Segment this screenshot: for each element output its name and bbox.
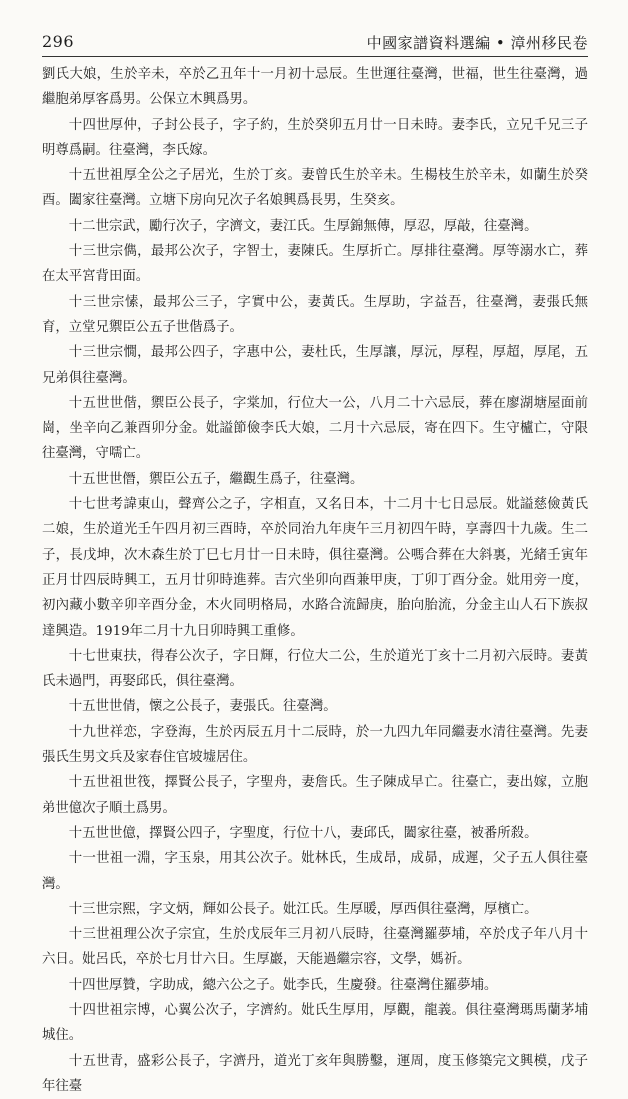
paragraph: 十七世東扶，得春公次子，字日輝，行位大二公，生於道光丁亥十二月初六辰時。妻黃氏未過門，再娶邱氏，俱往臺灣。: [42, 648, 588, 690]
text-body: [42, 62, 588, 1099]
paragraph: 十四世祖宗博，心翼公次子，字濟約。妣氏生厚用，厚觀，龍義。俱往臺灣瑪馬蘭茅埔城住。: [42, 1002, 588, 1044]
paragraph: 十五世祖世筏，擇賢公長子，字聖舟，妻詹氏。生子陳成早亡。往臺亡，妻出嫁，立胞弟世億次子順土爲男。: [42, 775, 588, 816]
paragraph: 十三世宗熙，字文炳，輝如公長子。妣江氏。生厚暖，厚西俱往臺灣，厚檳亡。: [68, 901, 538, 917]
paragraph: 十五世世偕，禦臣公長子，字棠加，行位大一公，八月二十六忌辰，葬在廖湖塘屋面前崗，坐辛向乙兼酉卯分金。妣謚節儉李氏大娘，二月十六忌辰，寄在四下。生守櫨亡，守限往臺灣，守嚅亡。: [42, 395, 588, 462]
paragraph: 十五世世億，擇賢公四子，字聖度，行位十八，妻邱氏，闔家往臺，被番所殺。: [68, 825, 538, 841]
running-title: 中國家譜資料選編 • 漳州移民卷: [366, 34, 588, 52]
paragraph: 十三世祖理公次子宗宜，生於戊辰年三月初八辰時，往臺灣羅夢埔，卒於戊子年八月十六日。妣呂氏，卒於七月廿六日。生厚巖，天能過繼宗容，文學，媽祈。: [42, 927, 588, 968]
paragraph: 十四世厚贊，字助成，總六公之子。妣李氏，生慶發。往臺灣住羅夢埔。: [68, 977, 498, 993]
paragraph: 十五世世僭，禦臣公五子，繼觀生爲子，往臺灣。: [68, 471, 364, 487]
paragraph: 十一世祖一淵，字玉泉，用其公次子。妣林氏，生成昂，成昴，成遲，父子五人俱往臺灣。: [42, 851, 588, 892]
paragraph: 十三世宗憪，最邦公四子，字惠中公，妻杜氏，生厚讓，厚沅，厚程，厚超，厚尾，五兄弟俱往臺灣。: [42, 345, 588, 386]
paragraph: 十四世厚仲，子封公長子，字子約，生於癸卯五月廿一日未時。妻李氏，立兄千兄三子明尊爲嗣。往臺灣，李氏嫁。: [42, 117, 588, 158]
paragraph: 十三世宗愫，最邦公三子，字實中公，妻黃氏。生厚助，字益吾，往臺灣，妻張氏無育，立堂兄禦臣公五子世偕爲子。: [42, 294, 588, 335]
page-number: 296: [42, 32, 75, 51]
paragraph: 劉氏大娘，生於辛未，卒於乙丑年十一月初十忌辰。生世運往臺灣，世福，世生往臺灣，過繼胞弟厚客爲男。公保立木興爲男。: [42, 67, 588, 108]
paragraph: 十七世考諱東山，聲齊公之子，字相直，又名日本，十二月十七日忌辰。妣謚慈儉黃氏二娘，生於道光壬午四月初三酉時，卒於同治九年庚午三月初四午時，享壽四十九歲。生二子，長戊坤，次木森生於丁巳七月廿一日未時，俱往臺灣。公嗎合葬在大斜裏，光緒壬寅年正月廿四辰時興工，五月廿卯時進葬。吉穴坐卯向酉兼甲庚，丁卯丁酉分金。妣用旁一度，初內藏小數辛卯辛酉分金，木火同明格局，水路合流歸庚，胎向胎流，分金主山人石下族叔達興造。1919年二月十九日卯時興工重修。: [42, 497, 588, 639]
paragraph: 十九世祥恋，字登海，生於丙辰五月十二辰時，於一九四九年同繼妻水清往臺灣。先妻張氏生男文兵及家春住官坡墟居住。: [42, 724, 588, 766]
paragraph: 十五世祖厚全公之子居光，生於丁亥。妻曾氏生於辛未。生楊枝生於辛未，如蘭生於癸酉。闔家往臺灣。立塘下房向兄次子名娘興爲長男，生癸亥。: [42, 168, 588, 209]
paragraph: 十五世世倩，懷之公長子，妻張氏。往臺灣。: [68, 699, 337, 715]
paragraph: 十三世宗儁，最邦公次子，字智士，妻陳氏。生厚折亡。厚排往臺灣。厚等溺水亡，葬在太平宮背田面。: [42, 244, 588, 285]
page-header: [42, 22, 588, 57]
paragraph: 十二世宗武，勵行次子，字濟文，妻江氏。生厚錦無傳，厚忍，厚敲，往臺灣。: [68, 218, 538, 234]
paragraph: 十五世青，盛彩公長子，字濟丹，道光丁亥年與勝鑿，運周，度玉修築完文興模，戊子年往臺: [42, 1053, 588, 1094]
